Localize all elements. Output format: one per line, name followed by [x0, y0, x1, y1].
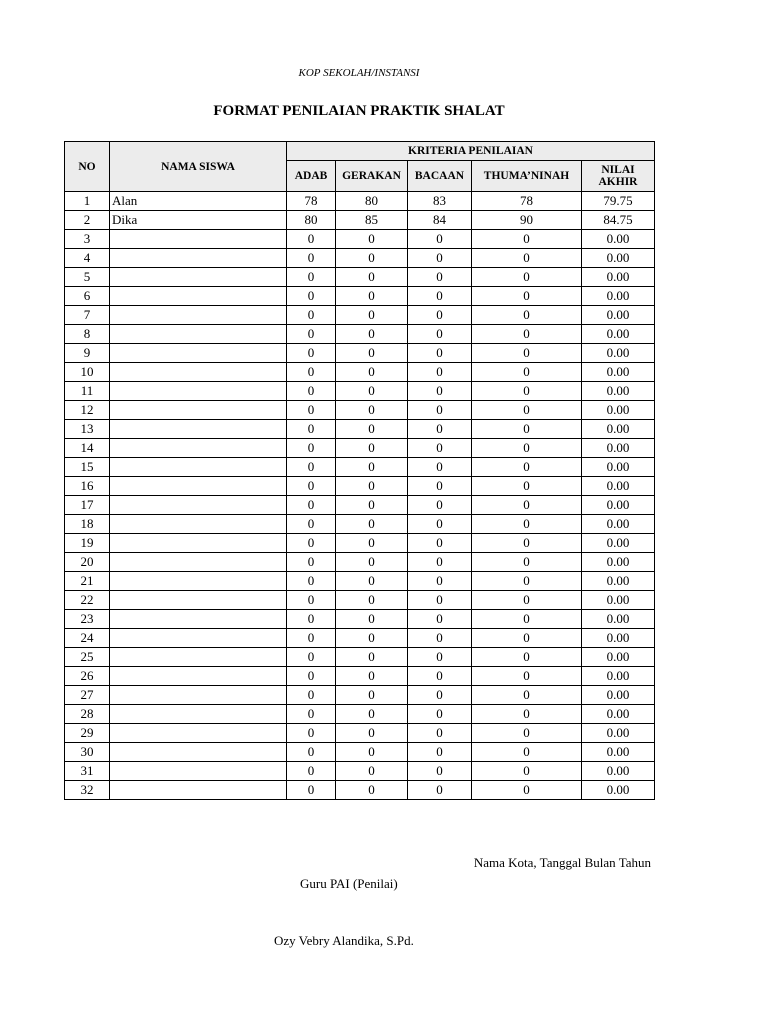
cell-no: 18	[65, 515, 110, 534]
cell-student-name	[110, 686, 287, 705]
table-row	[65, 211, 655, 230]
cell-thumaninah: 0	[472, 363, 582, 382]
cell-no: 9	[65, 344, 110, 363]
cell-gerakan: 0	[336, 420, 408, 439]
col-header-thumaninah: THUMA’NINAH	[472, 161, 582, 192]
table-header	[65, 142, 655, 192]
cell-gerakan: 0	[336, 648, 408, 667]
cell-final-score: 0.00	[582, 363, 655, 382]
table-row	[65, 648, 655, 667]
cell-student-name	[110, 363, 287, 382]
cell-adab: 0	[287, 648, 336, 667]
cell-final-score: 0.00	[582, 724, 655, 743]
institution-header: KOP SEKOLAH/INSTANSI	[298, 67, 420, 79]
cell-adab: 0	[287, 705, 336, 724]
cell-student-name: Dika	[110, 211, 287, 230]
cell-gerakan: 0	[336, 591, 408, 610]
table-row	[65, 306, 655, 325]
cell-adab: 0	[287, 724, 336, 743]
table-row	[65, 249, 655, 268]
table-row	[65, 591, 655, 610]
cell-thumaninah: 0	[472, 230, 582, 249]
cell-gerakan: 0	[336, 724, 408, 743]
cell-gerakan: 0	[336, 667, 408, 686]
cell-final-score: 79.75	[582, 192, 655, 211]
cell-final-score: 0.00	[582, 420, 655, 439]
table-row	[65, 344, 655, 363]
cell-bacaan: 0	[408, 477, 472, 496]
cell-adab: 0	[287, 553, 336, 572]
cell-thumaninah: 0	[472, 249, 582, 268]
cell-gerakan: 0	[336, 401, 408, 420]
col-header-name: NAMA SISWA	[110, 142, 287, 192]
cell-gerakan: 0	[336, 287, 408, 306]
table-row	[65, 743, 655, 762]
cell-bacaan: 0	[408, 306, 472, 325]
table-row	[65, 325, 655, 344]
cell-bacaan: 0	[408, 458, 472, 477]
cell-adab: 0	[287, 230, 336, 249]
cell-final-score: 0.00	[582, 781, 655, 800]
cell-student-name	[110, 534, 287, 553]
cell-gerakan: 0	[336, 325, 408, 344]
cell-bacaan: 0	[408, 724, 472, 743]
cell-final-score: 0.00	[582, 553, 655, 572]
table-row	[65, 762, 655, 781]
col-header-bacaan: BACAAN	[408, 161, 472, 192]
cell-bacaan: 0	[408, 629, 472, 648]
cell-final-score: 0.00	[582, 325, 655, 344]
cell-adab: 0	[287, 325, 336, 344]
document-title: FORMAT PENILAIAN PRAKTIK SHALAT	[213, 103, 505, 119]
cell-student-name	[110, 496, 287, 515]
cell-final-score: 0.00	[582, 591, 655, 610]
cell-no: 17	[65, 496, 110, 515]
cell-no: 15	[65, 458, 110, 477]
table-row	[65, 686, 655, 705]
table-row	[65, 781, 655, 800]
cell-gerakan: 0	[336, 458, 408, 477]
cell-student-name	[110, 572, 287, 591]
cell-final-score: 0.00	[582, 401, 655, 420]
table-row	[65, 610, 655, 629]
cell-adab: 0	[287, 591, 336, 610]
cell-bacaan: 0	[408, 249, 472, 268]
cell-student-name	[110, 591, 287, 610]
table-row	[65, 534, 655, 553]
col-header-final-score-line1: NILAI	[601, 164, 635, 176]
cell-bacaan: 0	[408, 743, 472, 762]
cell-adab: 80	[287, 211, 336, 230]
table-row	[65, 363, 655, 382]
cell-bacaan: 0	[408, 268, 472, 287]
cell-thumaninah: 0	[472, 458, 582, 477]
cell-thumaninah: 0	[472, 743, 582, 762]
cell-no: 31	[65, 762, 110, 781]
cell-thumaninah: 0	[472, 591, 582, 610]
cell-adab: 0	[287, 458, 336, 477]
cell-gerakan: 0	[336, 629, 408, 648]
cell-no: 21	[65, 572, 110, 591]
table-row	[65, 192, 655, 211]
cell-no: 7	[65, 306, 110, 325]
cell-no: 32	[65, 781, 110, 800]
table-row	[65, 496, 655, 515]
cell-gerakan: 0	[336, 249, 408, 268]
cell-adab: 0	[287, 686, 336, 705]
cell-no: 27	[65, 686, 110, 705]
cell-bacaan: 0	[408, 401, 472, 420]
table-row	[65, 724, 655, 743]
table-row	[65, 477, 655, 496]
table-row	[65, 287, 655, 306]
cell-gerakan: 0	[336, 382, 408, 401]
cell-student-name	[110, 724, 287, 743]
cell-final-score: 0.00	[582, 686, 655, 705]
col-header-final-score-line2: AKHIR	[598, 176, 638, 188]
cell-bacaan: 0	[408, 686, 472, 705]
cell-adab: 0	[287, 420, 336, 439]
cell-gerakan: 0	[336, 534, 408, 553]
cell-student-name	[110, 553, 287, 572]
cell-no: 12	[65, 401, 110, 420]
cell-bacaan: 84	[408, 211, 472, 230]
cell-student-name	[110, 743, 287, 762]
cell-bacaan: 0	[408, 648, 472, 667]
col-header-gerakan: GERAKAN	[336, 161, 408, 192]
cell-thumaninah: 0	[472, 287, 582, 306]
cell-no: 8	[65, 325, 110, 344]
col-header-final-score	[582, 161, 655, 192]
cell-gerakan: 0	[336, 230, 408, 249]
table-row	[65, 515, 655, 534]
cell-no: 16	[65, 477, 110, 496]
cell-final-score: 0.00	[582, 762, 655, 781]
cell-no: 23	[65, 610, 110, 629]
cell-gerakan: 0	[336, 781, 408, 800]
cell-student-name	[110, 268, 287, 287]
cell-adab: 0	[287, 572, 336, 591]
cell-no: 20	[65, 553, 110, 572]
cell-gerakan: 0	[336, 743, 408, 762]
cell-final-score: 0.00	[582, 572, 655, 591]
cell-adab: 0	[287, 496, 336, 515]
cell-bacaan: 83	[408, 192, 472, 211]
cell-no: 24	[65, 629, 110, 648]
cell-student-name	[110, 420, 287, 439]
cell-final-score: 0.00	[582, 515, 655, 534]
cell-final-score: 0.00	[582, 249, 655, 268]
cell-bacaan: 0	[408, 553, 472, 572]
cell-final-score: 0.00	[582, 439, 655, 458]
cell-no: 2	[65, 211, 110, 230]
cell-bacaan: 0	[408, 781, 472, 800]
cell-student-name	[110, 344, 287, 363]
table-row	[65, 420, 655, 439]
cell-thumaninah: 78	[472, 192, 582, 211]
place-date: Nama Kota, Tanggal Bulan Tahun	[473, 855, 651, 870]
cell-bacaan: 0	[408, 363, 472, 382]
cell-thumaninah: 0	[472, 572, 582, 591]
cell-bacaan: 0	[408, 325, 472, 344]
cell-final-score: 0.00	[582, 382, 655, 401]
cell-gerakan: 0	[336, 268, 408, 287]
cell-gerakan: 0	[336, 705, 408, 724]
cell-no: 10	[65, 363, 110, 382]
cell-adab: 0	[287, 629, 336, 648]
cell-thumaninah: 0	[472, 705, 582, 724]
cell-thumaninah: 0	[472, 496, 582, 515]
cell-final-score: 0.00	[582, 667, 655, 686]
cell-thumaninah: 0	[472, 553, 582, 572]
cell-thumaninah: 0	[472, 610, 582, 629]
table-row	[65, 382, 655, 401]
cell-student-name	[110, 306, 287, 325]
cell-adab: 0	[287, 382, 336, 401]
cell-thumaninah: 0	[472, 401, 582, 420]
cell-thumaninah: 0	[472, 382, 582, 401]
cell-bacaan: 0	[408, 287, 472, 306]
cell-final-score: 0.00	[582, 496, 655, 515]
cell-gerakan: 80	[336, 192, 408, 211]
cell-bacaan: 0	[408, 230, 472, 249]
cell-bacaan: 0	[408, 515, 472, 534]
cell-adab: 0	[287, 781, 336, 800]
cell-no: 6	[65, 287, 110, 306]
cell-thumaninah: 0	[472, 648, 582, 667]
cell-final-score: 0.00	[582, 230, 655, 249]
cell-final-score: 0.00	[582, 306, 655, 325]
cell-thumaninah: 0	[472, 420, 582, 439]
table-row	[65, 401, 655, 420]
cell-gerakan: 0	[336, 363, 408, 382]
cell-final-score: 0.00	[582, 268, 655, 287]
cell-thumaninah: 90	[472, 211, 582, 230]
cell-adab: 0	[287, 268, 336, 287]
cell-adab: 0	[287, 743, 336, 762]
cell-bacaan: 0	[408, 439, 472, 458]
cell-thumaninah: 0	[472, 781, 582, 800]
cell-student-name	[110, 705, 287, 724]
cell-student-name	[110, 439, 287, 458]
cell-student-name	[110, 629, 287, 648]
cell-final-score: 0.00	[582, 629, 655, 648]
cell-student-name	[110, 230, 287, 249]
cell-bacaan: 0	[408, 534, 472, 553]
cell-no: 28	[65, 705, 110, 724]
cell-gerakan: 0	[336, 306, 408, 325]
cell-bacaan: 0	[408, 762, 472, 781]
cell-adab: 0	[287, 439, 336, 458]
table-body	[65, 192, 655, 800]
cell-gerakan: 0	[336, 762, 408, 781]
cell-no: 30	[65, 743, 110, 762]
col-header-no: NO	[65, 142, 110, 192]
cell-bacaan: 0	[408, 610, 472, 629]
cell-no: 29	[65, 724, 110, 743]
cell-no: 22	[65, 591, 110, 610]
cell-no: 14	[65, 439, 110, 458]
cell-gerakan: 0	[336, 553, 408, 572]
cell-adab: 0	[287, 667, 336, 686]
cell-gerakan: 0	[336, 610, 408, 629]
cell-student-name	[110, 477, 287, 496]
cell-thumaninah: 0	[472, 306, 582, 325]
cell-adab: 0	[287, 610, 336, 629]
cell-student-name	[110, 762, 287, 781]
cell-adab: 78	[287, 192, 336, 211]
cell-bacaan: 0	[408, 572, 472, 591]
cell-adab: 0	[287, 306, 336, 325]
cell-thumaninah: 0	[472, 724, 582, 743]
cell-final-score: 0.00	[582, 287, 655, 306]
cell-no: 19	[65, 534, 110, 553]
cell-thumaninah: 0	[472, 344, 582, 363]
cell-bacaan: 0	[408, 667, 472, 686]
cell-student-name	[110, 382, 287, 401]
cell-thumaninah: 0	[472, 268, 582, 287]
cell-gerakan: 0	[336, 344, 408, 363]
col-header-adab: ADAB	[287, 161, 336, 192]
cell-no: 25	[65, 648, 110, 667]
assessment-table	[64, 141, 655, 800]
cell-thumaninah: 0	[472, 515, 582, 534]
cell-thumaninah: 0	[472, 667, 582, 686]
col-header-criteria-group: KRITERIA PENILAIAN	[287, 142, 655, 161]
cell-student-name	[110, 648, 287, 667]
cell-adab: 0	[287, 477, 336, 496]
assessor-name: Ozy Vebry Alandika, S.Pd.	[274, 933, 414, 948]
cell-student-name	[110, 401, 287, 420]
assessor-role: Guru PAI (Penilai)	[300, 876, 398, 891]
cell-student-name	[110, 515, 287, 534]
cell-bacaan: 0	[408, 591, 472, 610]
cell-adab: 0	[287, 287, 336, 306]
cell-student-name	[110, 287, 287, 306]
cell-bacaan: 0	[408, 420, 472, 439]
cell-gerakan: 0	[336, 477, 408, 496]
table-row	[65, 458, 655, 477]
cell-gerakan: 0	[336, 496, 408, 515]
table-row	[65, 705, 655, 724]
cell-adab: 0	[287, 534, 336, 553]
cell-thumaninah: 0	[472, 686, 582, 705]
cell-no: 11	[65, 382, 110, 401]
cell-bacaan: 0	[408, 382, 472, 401]
cell-adab: 0	[287, 401, 336, 420]
cell-thumaninah: 0	[472, 325, 582, 344]
cell-bacaan: 0	[408, 496, 472, 515]
cell-adab: 0	[287, 363, 336, 382]
cell-student-name	[110, 667, 287, 686]
cell-gerakan: 0	[336, 572, 408, 591]
table-row	[65, 553, 655, 572]
table-row	[65, 572, 655, 591]
cell-final-score: 0.00	[582, 458, 655, 477]
cell-thumaninah: 0	[472, 534, 582, 553]
cell-no: 1	[65, 192, 110, 211]
cell-final-score: 0.00	[582, 648, 655, 667]
cell-student-name	[110, 458, 287, 477]
cell-gerakan: 0	[336, 439, 408, 458]
cell-final-score: 0.00	[582, 743, 655, 762]
cell-student-name	[110, 781, 287, 800]
cell-student-name: Alan	[110, 192, 287, 211]
cell-adab: 0	[287, 762, 336, 781]
cell-thumaninah: 0	[472, 477, 582, 496]
cell-adab: 0	[287, 515, 336, 534]
cell-gerakan: 85	[336, 211, 408, 230]
cell-student-name	[110, 610, 287, 629]
cell-bacaan: 0	[408, 344, 472, 363]
cell-final-score: 0.00	[582, 610, 655, 629]
cell-final-score: 0.00	[582, 344, 655, 363]
cell-thumaninah: 0	[472, 629, 582, 648]
cell-final-score: 0.00	[582, 705, 655, 724]
table-row	[65, 439, 655, 458]
table-row	[65, 667, 655, 686]
cell-no: 26	[65, 667, 110, 686]
cell-no: 4	[65, 249, 110, 268]
table-row	[65, 629, 655, 648]
cell-student-name	[110, 249, 287, 268]
cell-gerakan: 0	[336, 515, 408, 534]
cell-final-score: 84.75	[582, 211, 655, 230]
cell-thumaninah: 0	[472, 439, 582, 458]
cell-student-name	[110, 325, 287, 344]
cell-no: 3	[65, 230, 110, 249]
cell-adab: 0	[287, 344, 336, 363]
cell-no: 13	[65, 420, 110, 439]
cell-bacaan: 0	[408, 705, 472, 724]
cell-gerakan: 0	[336, 686, 408, 705]
cell-final-score: 0.00	[582, 477, 655, 496]
table-row	[65, 268, 655, 287]
cell-final-score: 0.00	[582, 534, 655, 553]
cell-adab: 0	[287, 249, 336, 268]
cell-thumaninah: 0	[472, 762, 582, 781]
cell-no: 5	[65, 268, 110, 287]
table-row	[65, 230, 655, 249]
